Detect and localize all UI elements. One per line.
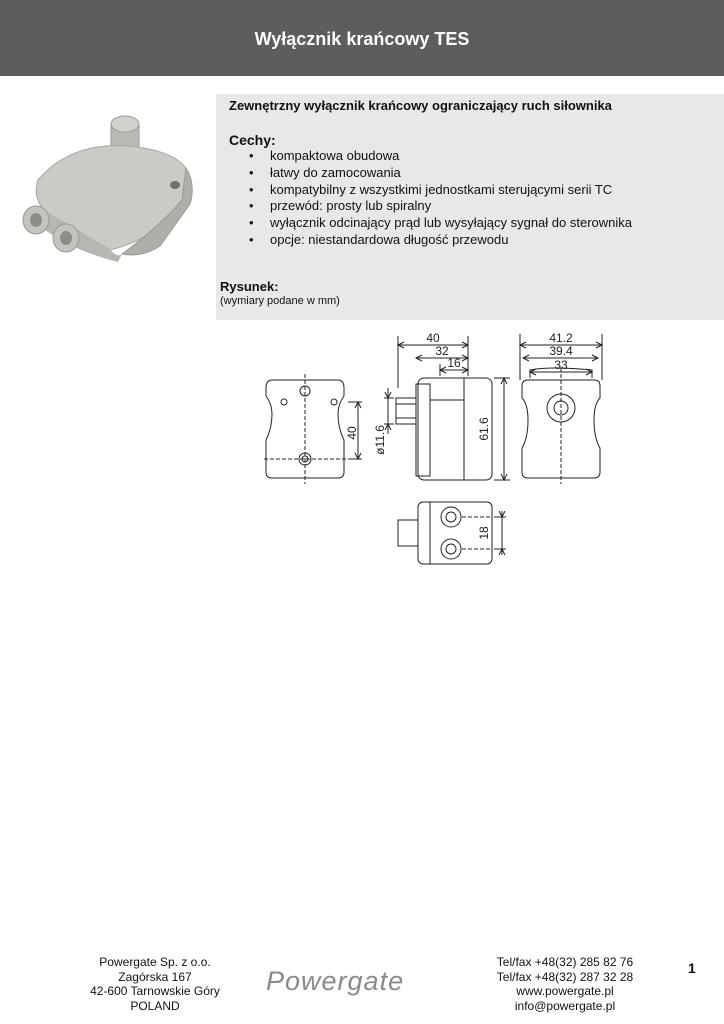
dim-label-41-2: 41.2: [549, 331, 573, 345]
footer-contact: [470, 955, 660, 1013]
technical-drawing: [250, 328, 610, 590]
page-number: 1: [688, 960, 696, 976]
dim-label-40-side: 40: [345, 426, 359, 440]
company-name: Powergate Sp. z o.o.: [99, 955, 211, 969]
page-title: Wyłącznik krańcowy TES: [254, 29, 470, 49]
footer-address: [60, 955, 250, 1013]
dim-label-16: 16: [447, 356, 461, 370]
dim-label-39-4: 39.4: [549, 344, 573, 358]
features-heading: Cechy:: [229, 132, 276, 148]
product-photo: [10, 108, 210, 278]
powergate-logo: Powergate: [266, 966, 405, 996]
feature-item: • przewód: prosty lub spiralny: [216, 198, 632, 215]
feature-item: • kompatybilny z wszystkimi jednostkami sterującymi serii TC: [216, 182, 632, 199]
feature-item: • kompaktowa obudowa: [216, 148, 632, 165]
feature-item: • łatwy do zamocowania: [216, 165, 632, 182]
product-subtitle: Zewnętrzny wyłącznik krańcowy ograniczający ruch siłownika: [229, 98, 612, 113]
product-info-panel: [216, 94, 724, 320]
country: POLAND: [130, 998, 180, 1013]
drawing-heading: Rysunek:: [220, 279, 279, 294]
dim-label-diameter: ø11.6: [373, 425, 387, 455]
website-link[interactable]: www.powergate.pl: [516, 984, 614, 998]
dim-label-33: 33: [554, 358, 568, 372]
phone-2: Tel/fax +48(32) 287 32 28: [496, 969, 634, 984]
page-header: [0, 0, 724, 76]
features-list: [216, 148, 632, 249]
city: 42-600 Tarnowskie Góry: [90, 984, 220, 998]
drawing-note: (wymiary podane w mm): [220, 295, 340, 307]
street: Zagórska 167: [118, 969, 192, 984]
dim-label-61-6: 61.6: [477, 417, 491, 441]
dim-label-32: 32: [435, 344, 449, 358]
feature-item: • wyłącznik odcinający prąd lub wysyłający sygnał do sterownika: [216, 215, 632, 232]
phone-1: Tel/fax +48(32) 285 82 76: [496, 955, 634, 969]
email-link[interactable]: info@powergate.pl: [514, 998, 616, 1013]
dim-label-40-top: 40: [426, 331, 440, 345]
feature-item: • opcje: niestandardowa długość przewodu: [216, 232, 632, 249]
dim-label-18: 18: [477, 526, 491, 540]
